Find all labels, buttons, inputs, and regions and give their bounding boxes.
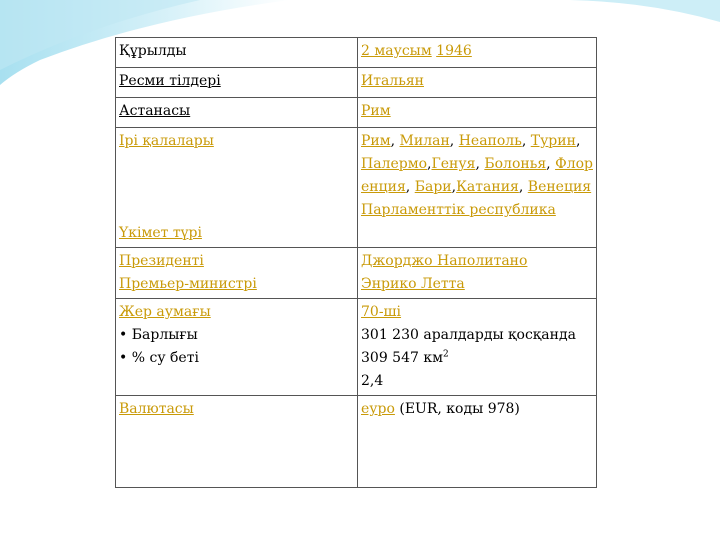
currency-label-link[interactable]: Валютасы [119,401,194,417]
area-water-value: 2,4 [361,373,384,389]
city-link[interactable]: Болонья [484,156,547,172]
city-link[interactable]: Катания [456,179,519,195]
row-official-languages [116,68,597,98]
row-leaders [116,248,597,299]
city-link[interactable]: Неаполь [458,133,522,149]
government-label-link[interactable]: Үкімет түрі [119,225,202,241]
pm-label-link[interactable]: Премьер-министрі [119,276,257,292]
area-rank-link[interactable]: 70-ші [361,304,402,320]
currency-name-link[interactable]: еуро [361,401,395,417]
capital-link[interactable]: Рим [361,103,391,119]
founded-date-link[interactable]: 2 маусым [361,43,432,59]
leaders-value-cell [358,248,597,299]
area-water-label: • % су беті [119,347,354,370]
currency-value-cell [358,396,597,488]
major-cities-label-link[interactable]: Ірі қалалары [119,133,214,149]
city-link[interactable]: Флоренция [361,156,593,195]
founded-year-link[interactable]: 1946 [436,43,472,59]
area-with-islands: 301 230 аралдарды қосқанда [361,327,576,343]
city-link[interactable]: Венеция [527,179,592,195]
founded-label: Құрылды [116,38,358,68]
president-link[interactable]: Джорджо Наполитано [361,253,528,269]
area-total-number: 309 547 км [361,350,443,366]
city-list: Рим, Милан, Неаполь, Турин, Палермо,Генуя, Болонья, Флоренция, Бари,Катания, Венеция [361,133,593,195]
president-label-link[interactable]: Президенті [119,253,204,269]
currency-code: (EUR, коды 978) [399,401,520,417]
city-link[interactable]: Милан [399,133,450,149]
city-link[interactable]: Бари [414,179,452,195]
city-link[interactable]: Палермо [361,156,428,172]
official-language-link[interactable]: Итальян [361,73,424,89]
city-link[interactable]: Генуя [431,156,476,172]
government-type-link[interactable]: Парламенттік республика [361,202,556,218]
area-label-cell [116,299,358,396]
decorative-swoosh-top-right [570,0,720,40]
area-total-value [361,347,593,370]
area-unit-exponent: 2 [442,349,449,360]
leaders-label-cell [116,248,358,299]
row-capital [116,98,597,128]
country-info-table [115,37,597,488]
founded-value [358,38,597,68]
cities-government-value-cell [358,128,597,248]
area-total-label: • Барлығы [119,324,354,347]
city-link[interactable]: Рим [361,133,391,149]
row-area [116,299,597,396]
cities-government-label-cell [116,128,358,248]
official-languages-label-link[interactable]: Ресми тілдері [116,68,358,98]
row-founded [116,38,597,68]
pm-link[interactable]: Энрико Летта [361,276,465,292]
area-value-cell [358,299,597,396]
city-link[interactable]: Турин [530,133,576,149]
row-major-cities-government [116,128,597,248]
capital-label-link[interactable]: Астанасы [116,98,358,128]
area-label-link[interactable]: Жер аумағы [119,304,211,320]
row-currency [116,396,597,488]
